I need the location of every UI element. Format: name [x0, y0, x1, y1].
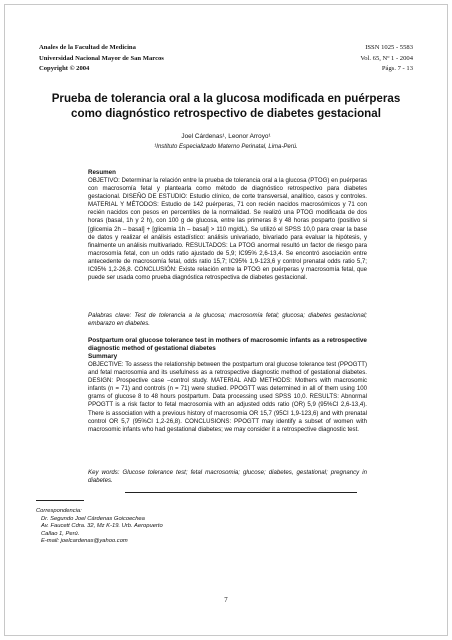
page-range: Págs. 7 - 13 [381, 65, 413, 72]
section-divider [125, 492, 357, 493]
article-title-line-2: como diagnóstico retrospectivo de diabetes gestacional [71, 107, 381, 120]
resumen-text: OBJETIVO: Determinar la relación entre la prueba de tolerancia oral a la glucosa (PTOG) en puérperas con macrosomía fetal y plantearla como método de diagnóstico retrospectivo para diabetes gestacional. DISEÑO DE ESTUDIO: Estudio clínico, de corte transversal, analítico, casos y controles. MATERIAL Y MÉTODOS: Estudio de 142 puérperas, 71 con recién nacidos macrosómicos y 71 con recién nacidos con pesos en percentiles de la normalidad. Se realizó una PTOG modificada de dos horas (basal, 1h y 2 h), con 100 g de glucosa, entre las primeras 8 y 48 horas posparto (positivo si [glicemia 2h – basal] + [glicemia 1h – basal] > 110 mg/dL). Se utilizó el SPSS 10,0 para crear la base de datos y realizar el análisis estadístico: análisis univariado, bivariado para evaluar la hipótesis, y finalmente un análisis multivariado. RESULTADOS: La PTOG anormal resultó un factor de riesgo para macrosomía fetal, con un odds ratio ajustado de 5,9; IC95% 2,6-13,4. Se encontró asociación entre antecedente de macrosomía fetal, odds ratio 15,7; IC95% 1,9-123,6 y control prenatal odds ratio 5,7; IC95% 1,2-26,8. CONCLUSIÓN: Existe relación entre la PTOG en puérperas y macrosomía fetal, que puede ser usada como prueba diagnóstica retrospectiva de diabetes gestacional. [88, 177, 367, 282]
keywords-english: Key words: Glucose tolerance test; fetal macrosomia; glucose; diabetes, gestational; pregnancy in diabetes. [88, 469, 367, 485]
correspondence-address-1: Av. Faucett Cdra. 32, Mz K-19. Urb. Aeropuerto [41, 523, 163, 530]
summary-text: OBJECTIVE: To assess the relationship between the postpartum oral glucose tolerance test (PPOGTT) and fetal macrosomia and its usefulness as a retrospective diagnostic method of gestational diabetes. DESIGN: Prospective case –control study. MATERIAL AND METHODS: Mothers with macrosomic infants (n = 71) and controls (n = 71) were studied. PPOGTT was determined in all of them using 100 grams of glucose 8 to 48 hours postpartum. Data processing used SPSS 10,0. RESULTS: Abnormal PPOGTT is a risk factor to fetal macrosomia with an adjusted odds ratio (OR) 5,9 (95%CI 2,6-13,4). There is association with a previous history of macrosomia OR 15,7 (95CI 1,9-123,6) and with prenatal control OR 5,7 (95%CI 1,2-26,8). CONCLUSIONS: PPOGTT may identify a subset of women with macrosomic infants who had gestational diabetes; we may consider it a retrospective diagnostic test. [88, 361, 367, 433]
summary-heading: Summary [88, 353, 118, 360]
correspondence-footnote [36, 508, 163, 546]
journal-header-left [39, 43, 164, 75]
copyright-notice: Copyright © 2004 [39, 65, 90, 72]
authors: Joel Cárdenas¹, Leonor Arroyo¹ [181, 133, 271, 140]
journal-header-right [360, 43, 413, 75]
affiliation: ¹Instituto Especializado Materno Perinatal, Lima-Perú. [154, 144, 298, 150]
article-title-line-1: Prueba de tolerancia oral a la glucosa modificada en puérperas [51, 92, 401, 105]
correspondence-name: Dr. Segundo Joel Cárdenas Goicoechea [41, 515, 145, 522]
keywords-spanish: Palabras clave: Test de tolerancia a la glucosa; macrosomía fetal; glucosa; diabetes gestacional; embarazo en diabetes. [88, 312, 367, 328]
article-title [35, 91, 417, 121]
footnote-divider [36, 500, 84, 501]
university-name: Universidad Nacional Mayor de San Marcos [39, 54, 164, 62]
page-number: 7 [224, 597, 228, 604]
journal-name: Anales de la Facultad de Medicina [39, 44, 136, 51]
volume-issue: Vol. 65, Nº 1 - 2004 [360, 54, 413, 62]
correspondence-email: E-mail: joelcardenas@yahoo.com [41, 538, 128, 545]
journal-page [4, 4, 448, 636]
issn: ISSN 1025 - 5583 [365, 44, 413, 51]
correspondence-label: Correspondencia: [36, 508, 82, 514]
correspondence-address-2: Callao 1, Perú. [41, 530, 80, 537]
english-title: Postpartum oral glucose tolerance test in mothers of macrosomic infants as a retrospective diagnostic method of gestational diabetes [88, 337, 367, 353]
resumen-heading: Resumen [88, 169, 116, 176]
